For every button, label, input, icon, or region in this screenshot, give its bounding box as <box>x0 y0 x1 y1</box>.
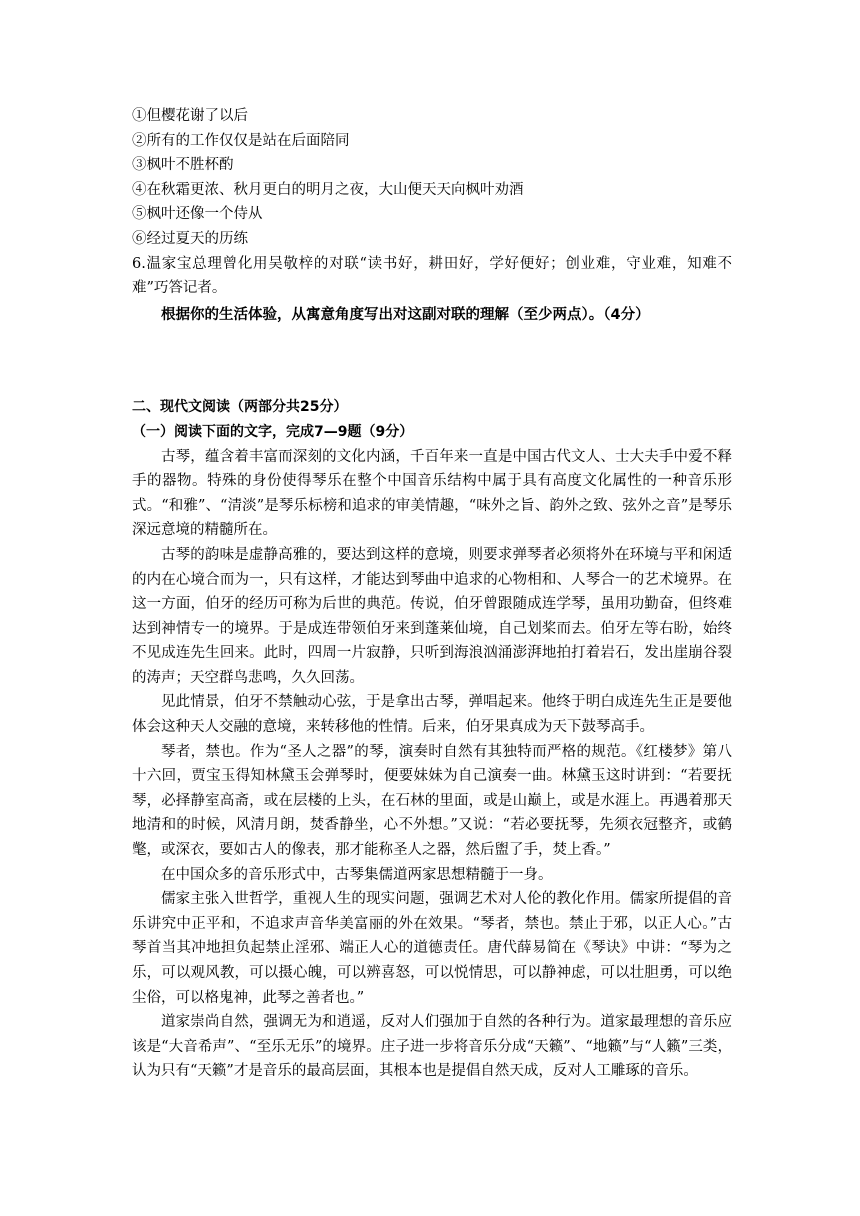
passage-paragraph: 儒家主张入世哲学，重视人生的现实问题，强调艺术对人伦的教化作用。儒家所提倡的音乐讲究中正平和，不追求声音华美富丽的外在效果。“琴者，禁也。禁止于邪，以正人心。”古琴首当其冲地担负起禁止淫邪、端正人心的道德责任。唐代薛易简在《琴诀》中讲：“琴为之乐，可以观风教，可以摄心魄，可以辨喜怒，可以悦情思，可以静神虑，可以壮胆勇，可以绝尘俗，可以格鬼神，此琴之善者也。” <box>132 891 732 1006</box>
list-item: ⑥经过夏天的历练 <box>132 230 248 247</box>
list-item: ①但樱花谢了以后 <box>132 108 248 124</box>
part-1-title: （一）阅读下面的文字，完成7—9题（9分） <box>132 423 414 440</box>
question-6-task: 根据你的生活体验，从寓意角度写出对这副对联的理解（至少两点）。（4分） <box>161 306 650 323</box>
passage-paragraph: 古琴的韵味是虚静高雅的，要达到这样的意境，则要求弹琴者必须将外在环境与平和闲适的内在心境合而为一，只有这样，才能达到琴曲中追求的心物相和、人琴合一的艺术境界。在这一方面，伯牙的经历可称为后世的典范。传说，伯牙曾跟随成连学琴，虽用功勤奋，但终难达到神情专一的境界。于是成连带领伯牙来到蓬莱仙境，自己划桨而去。伯牙左等右盼，始终不见成连先生回来。此时，四周一片寂静，只听到海浪汹涌澎湃地拍打着岩石，发出崖崩谷裂的涛声；天空群鸟悲鸣，久久回荡。 <box>132 546 732 686</box>
reading-passage <box>132 445 732 1084</box>
list-item: ④在秋霜更浓、秋月更白的明月之夜，大山便天天向枫叶劝酒 <box>132 181 524 198</box>
passage-paragraph: 道家崇尚自然，强调无为和逍遥，反对人们强加于自然的各种行为。道家最理想的音乐应该是“大音希声”、“至乐无乐”的境界。庄子进一步将音乐分成“天籁”、“地籁”与“人籁”三类，认为只有“天籁”才是音乐的最高层面，其根本也是提倡自然天成，反对人工雕琢的音乐。 <box>132 1014 732 1080</box>
ordered-sentence-list <box>132 104 732 252</box>
passage-paragraph: 古琴，蕴含着丰富而深刻的文化内涵，千百年来一直是中国古代文人、士大夫手中爱不释手的器物。特殊的身份使得琴乐在整个中国音乐结构中属于具有高度文化属性的一种音乐形式。“和雅”、“清淡”是琴乐标榜和追求的审美情趣，“味外之旨、韵外之致、弦外之音”是琴乐深远意境的精髓所在。 <box>132 448 732 539</box>
document-page <box>132 104 732 1084</box>
list-item: ③枫叶不胜杯酌 <box>132 157 234 174</box>
list-item: ⑤枫叶还像一个侍从 <box>132 206 263 223</box>
answer-space <box>132 327 732 395</box>
passage-paragraph: 琴者，禁也。作为“圣人之器”的琴，演奏时自然有其独特而严格的规范。《红楼梦》第八十六回，贾宝玉得知林黛玉会弹琴时，便要妹妹为自己演奏一曲。林黛玉这时讲到：“若要抚琴，必择静室高斋，或在层楼的上头，在石林的里面，或是山巅上，或是水涯上。再遇着那天地清和的时候，风清月朗，焚香静坐，心不外想。”又说：“若必要抚琴，先须衣冠整齐，或鹤氅，或深衣，要如古人的像表，那才能称圣人之器，然后盥了手，焚上香。” <box>132 743 732 859</box>
passage-paragraph: 见此情景，伯牙不禁触动心弦，于是拿出古琴，弹唱起来。他终于明白成连先生正是要他体会这种天人交融的意境，来转移他的性情。后来，伯牙果真成为天下鼓琴高手。 <box>132 694 732 736</box>
question-6: 6.温家宝总理曾化用吴敬梓的对联“读书好，耕田好，学好便好；创业难，守业难，知难不难”巧答记者。 <box>132 255 732 297</box>
section-2-title: 二、现代文阅读（两部分共25分） <box>132 399 348 416</box>
list-item: ②所有的工作仅仅是站在后面陪同 <box>132 132 350 149</box>
passage-paragraph: 在中国众多的音乐形式中，古琴集儒道两家思想精髓于一身。 <box>161 866 553 883</box>
